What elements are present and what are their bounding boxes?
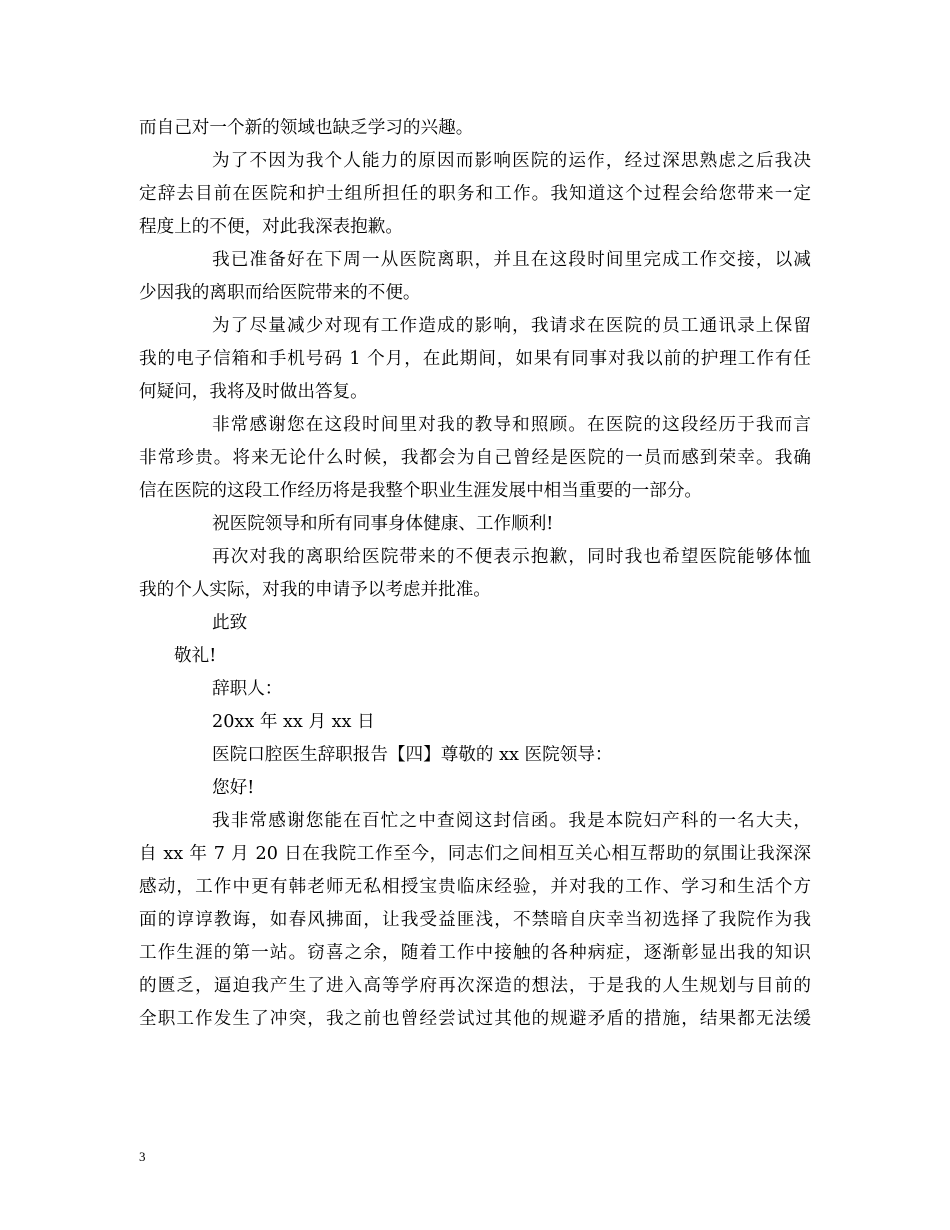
text-line: 何疑问，我将及时做出答复。 [139, 382, 368, 402]
closing-line: 此致 [212, 613, 248, 633]
text-line: 工作生涯的第一站。窃喜之余，随着工作中接触的各种病症，逐渐彰显出我的知识 [139, 943, 811, 963]
greeting-line: 您好! [212, 778, 255, 798]
blessing-line: 祝医院领导和所有同事身体健康、工作顺利! [212, 514, 554, 534]
text-line: 定辞去目前在医院和护士组所担任的职务和工作。我知道这个过程会给您带来一定 [139, 184, 811, 204]
salutation-line: 敬礼! [174, 646, 217, 666]
text-line: 面的谆谆教诲，如春风拂面，让我受益匪浅，不禁暗自庆幸当初选择了我院作为我 [139, 910, 811, 930]
text-line: 而自己对一个新的领域也缺乏学习的兴趣。 [139, 118, 474, 138]
paragraph-start-line: 再次对我的离职给医院带来的不便表示抱歉，同时我也希望医院能够体恤 [212, 547, 811, 567]
text-line: 全职工作发生了冲突，我之前也曾经尝试过其他的规避矛盾的措施，结果都无法缓 [139, 1009, 811, 1029]
text-line: 自 xx 年 7 月 20 日在我院工作至今，同志们之间相互关心相互帮助的氛围让我深深 [139, 844, 811, 864]
text-line: 程度上的不便，对此我深表抱歉。 [139, 217, 403, 237]
text-line: 感动，工作中更有韩老师无私相授宝贵临床经验，并对我的工作、学习和生活个方 [139, 877, 811, 897]
text-line: 的匮乏，逼迫我产生了进入高等学府再次深造的想法，于是我的人生规划与目前的 [139, 976, 811, 996]
date-line: 20xx 年 xx 月 xx 日 [212, 712, 375, 732]
paragraph-start-line: 为了尽量减少对现有工作造成的影响，我请求在医院的员工通讯录上保留 [212, 316, 811, 336]
text-line: 信在医院的这段工作经历将是我整个职业生涯发展中相当重要的一部分。 [139, 481, 703, 501]
text-line: 我的个人实际，对我的申请予以考虑并批准。 [139, 580, 491, 600]
text-line: 我的电子信箱和手机号码 1 个月，在此期间，如果有同事对我以前的护理工作有任 [139, 349, 811, 369]
paragraph-start-line: 非常感谢您在这段时间里对我的教导和照顾。在医院的这段经历于我而言 [212, 415, 811, 435]
paragraph-start-line: 我已准备好在下周一从医院离职，并且在这段时间里完成工作交接，以减 [212, 250, 811, 270]
paragraph-start-line: 我非常感谢您能在百忙之中查阅这封信函。我是本院妇产科的一名大夫， [212, 811, 811, 831]
page-number: 3 [139, 1149, 146, 1164]
text-line: 非常珍贵。将来无论什么时候，我都会为自己曾经是医院的一员而感到荣幸。我确 [139, 448, 811, 468]
section-heading: 医院口腔医生辞职报告【四】尊敬的 xx 医院领导： [212, 745, 613, 765]
paragraph-start-line: 为了不因为我个人能力的原因而影响医院的运作，经过深思熟虑之后我决 [212, 151, 811, 171]
signature-label: 辞职人： [212, 679, 283, 699]
text-line: 少因我的离职而给医院带来的不便。 [139, 283, 421, 303]
